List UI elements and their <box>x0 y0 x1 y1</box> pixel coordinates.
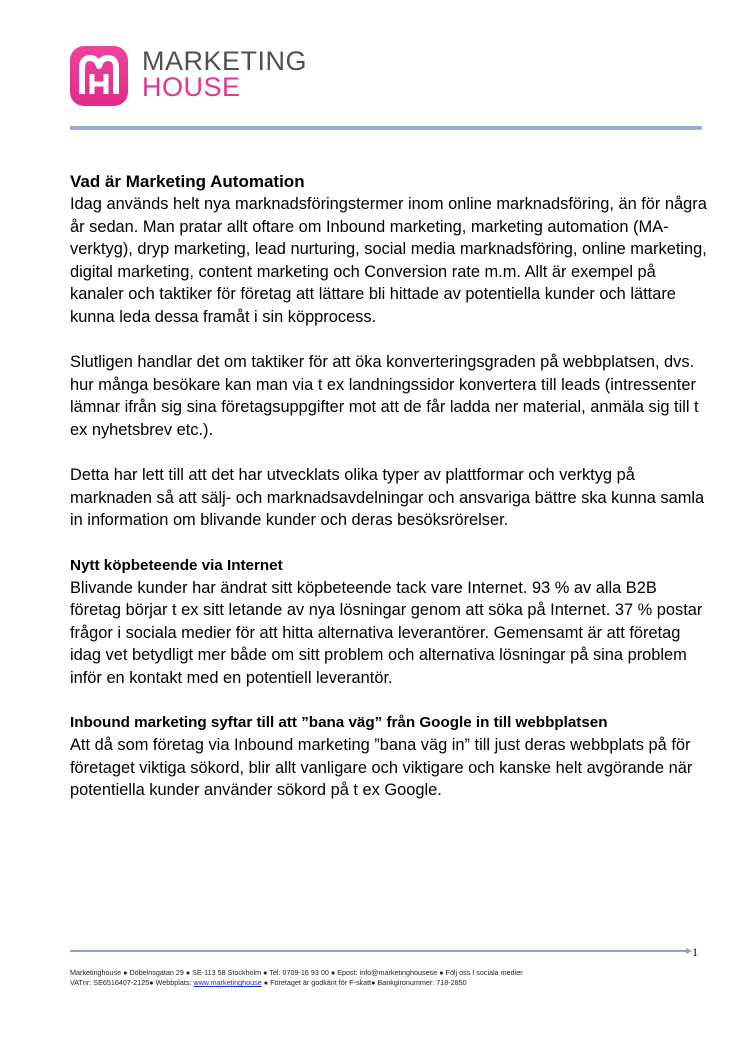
logo-line-2: HOUSE <box>142 72 241 102</box>
paragraph: Slutligen handlar det om taktiker för att öka konverteringsgraden på webbplatsen, dvs. hur många besökare kan man via t ex landningssidor konvertera till leads (intressenter lämnar ifrån sig sina företagsuppgifter mot att de får ladda ner material, anmäla sig till t ex nyhetsbrev etc.). <box>70 353 699 439</box>
footer-tax-text: ● Företaget är godkänt för F-skatt● Bankgironummer: 718-2850 <box>261 978 467 987</box>
paragraph: Blivande kunder har ändrat sitt köpbeteende tack vare Internet. 93 % av alla B2B företag börjar t ex sitt letande av nya lösningar genom att söka på Internet. 37 % postar frågor i sociala medier för att hitta alternativa leverantörer. Gemensamt är att företag idag vet betydligt mer både om sitt problem och alternativa lösningar på sina problem inför en kontakt med en potentiell leverantör. <box>70 578 703 687</box>
header-divider <box>70 126 702 130</box>
footer-company-line <box>70 978 710 988</box>
footer-divider <box>70 944 710 958</box>
footer <box>70 968 710 988</box>
page-number: 1 <box>692 945 698 959</box>
logo-line-1: MARKETING <box>142 46 308 76</box>
company-logo <box>70 46 320 108</box>
logo-mark-icon <box>70 46 128 106</box>
paragraph: Detta har lett till att det har utvecklats olika typer av plattformar och verktyg på marknaden så att sälj- och marknadsavdelningar och ansvariga bättre ska kunna samla in information om blivande kunder och deras besöksrörelser. <box>70 466 705 530</box>
website-link[interactable]: www.marketinghouse <box>193 978 262 987</box>
logo-wordmark <box>142 48 307 100</box>
paragraph: Att då som företag via Inbound marketing ”bana väg in” till just deras webbplats på för företaget viktiga sökord, blir allt vanligare och viktigare och kanske helt avgörande när potentiella kunder använder sökord på t ex Google. <box>70 736 693 800</box>
document-body <box>70 171 710 802</box>
footer-contact-line: Marketinghouse ● Döbelnsgatan 29 ● SE-113 58 Stockholm ● Tel: 0709-16 93 00 ● Epost: info@marketinghousese ● Följ oss I sociala medier <box>70 968 523 977</box>
section-heading: Vad är Marketing Automation <box>70 172 305 191</box>
footer-vat-text: VATnr: SE6516407-2125● Webbplats: <box>70 978 194 987</box>
section-heading: Nytt köpbeteende via Internet <box>70 556 283 574</box>
paragraph: Idag används helt nya marknadsföringstermer inom online marknadsföring, än för några år sedan. Man pratar allt oftare om Inbound marketing, marketing automation (MA-verktyg), dryp marketing, lead nurturing, social media marknadsföring, online marketing, digital marketing, content marketing och Conversion rate m.m. Allt är exempel på kanaler och taktiker för företag att lättare bli hittade av potentiella kunder och lättare kunna leda dessa framåt i sin köpprocess. <box>70 195 707 326</box>
section-heading: Inbound marketing syftar till att ”bana väg” från Google in till webbplatsen <box>70 714 608 732</box>
